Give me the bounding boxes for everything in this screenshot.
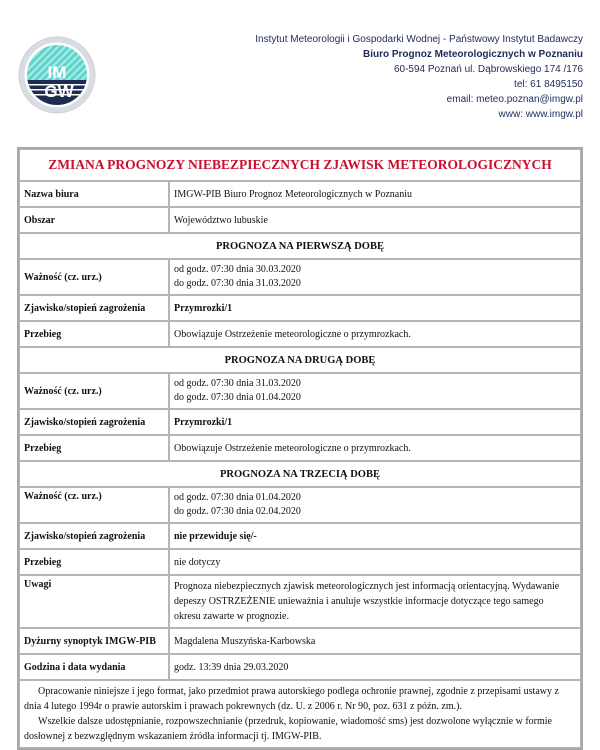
table-row [19,523,581,549]
validity-to: do godz. 07:30 dnia 02.04.2020 [174,506,301,517]
phone: tel: 61 8495150 [514,79,583,90]
phenomenon-value: Przymrozki/1 [169,295,581,321]
website[interactable]: www: www.imgw.pl [498,109,583,120]
table-row [19,409,581,435]
table-row [19,321,581,347]
course-label: Przebieg [19,549,169,575]
contact-block [255,32,583,122]
remarks-value: Prognoza niebezpiecznych zjawisk meteorologicznych jest informacją orientacyjną. Wydawanie depeszy OSTRZEŻENIE unieważnia i anuluje wszystkie informacje dotyczące tego samego okresu zawarte w prognozie. [169,575,581,628]
validity-label: Ważność (cz. urz.) [19,259,169,295]
validity-value [169,259,581,295]
document-title: ZMIANA PROGNOZY NIEBEZPIECZNYCH ZJAWISK METEOROLOGICZNYCH [19,149,581,181]
validity-to: do godz. 07:30 dnia 31.03.2020 [174,278,301,289]
validity-from: od godz. 07:30 dnia 01.04.2020 [174,492,301,503]
validity-label: Ważność (cz. urz.) [19,487,169,523]
table-row [19,549,581,575]
imgw-logo-icon [18,36,96,114]
phenomenon-label: Zjawisko/stopień zagrożenia [19,295,169,321]
svg-text:GW: GW [44,82,74,101]
institute-name: Instytut Meteorologii i Gospodarki Wodnej - Państwowy Instytut Badawczy [255,34,583,45]
letterhead [0,0,600,140]
validity-from: od godz. 07:30 dnia 31.03.2020 [174,378,301,389]
remarks-label: Uwagi [19,575,169,628]
forecaster-label: Dyżurny synoptyk IMGW-PIB [19,628,169,654]
day2-heading: PROGNOZA NA DRUGĄ DOBĘ [19,347,581,373]
course-label: Przebieg [19,321,169,347]
office-name: Biuro Prognoz Meteorologicznych w Poznaniu [362,49,583,60]
day1-heading: PROGNOZA NA PIERWSZĄ DOBĘ [19,233,581,259]
table-row [19,487,581,523]
validity-value [169,373,581,409]
validity-to: do godz. 07:30 dnia 01.04.2020 [174,392,301,403]
phenomenon-label: Zjawisko/stopień zagrożenia [19,523,169,549]
validity-from: od godz. 07:30 dnia 30.03.2020 [174,264,301,275]
forecast-table [17,147,583,750]
table-row [19,259,581,295]
table-row [19,435,581,461]
office-label: Nazwa biura [19,181,169,207]
address: 60-594 Poznań ul. Dąbrowskiego 174 /176 [393,64,583,75]
svg-text:IM: IM [47,63,67,82]
area-label: Obszar [19,207,169,233]
table-row [19,654,581,680]
table-row [19,575,581,628]
issued-label: Godzina i data wydania [19,654,169,680]
table-row [19,295,581,321]
course-value: nie dotyczy [169,549,581,575]
phenomenon-value: nie przewiduje się/- [169,523,581,549]
distribution-paragraph: Wszelkie dalsze udostępnianie, rozpowszechnianie (przedruk, kopiowanie, wiadomość sms) jest dozwolone wyłącznie w formie dosłownej z bezwzględnym wskazaniem źródła informacji tj. IMGW-PIB. [24,716,552,742]
course-label: Przebieg [19,435,169,461]
validity-value [169,487,581,523]
table-row [19,207,581,233]
phenomenon-label: Zjawisko/stopień zagrożenia [19,409,169,435]
table-row [19,628,581,654]
email[interactable]: email: meteo.poznan@imgw.pl [446,94,583,105]
office-value: IMGW-PIB Biuro Prognoz Meteorologicznych w Poznaniu [169,181,581,207]
phenomenon-value: Przymrozki/1 [169,409,581,435]
forecaster-value: Magdalena Muszyńska-Karbowska [169,628,581,654]
day3-heading: PROGNOZA NA TRZECIĄ DOBĘ [19,461,581,487]
course-value: Obowiązuje Ostrzeżenie meteorologiczne o przymrozkach. [169,321,581,347]
issued-value: godz. 13:39 dnia 29.03.2020 [169,654,581,680]
copyright-paragraph: Opracowanie niniejsze i jego format, jako przedmiot prawa autorskiego podlega ochronie prawnej, zgodnie z przepisami ustawy z dnia 4 lutego 1994r o prawie autorskim i prawach pokrewnych (dz. U. z 2006 r. Nr 90, poz. 631 z późn. zm.). [24,686,559,712]
copyright-footer [19,680,581,748]
table-row [19,373,581,409]
table-row [19,181,581,207]
course-value: Obowiązuje Ostrzeżenie meteorologiczne o przymrozkach. [169,435,581,461]
area-value: Województwo lubuskie [169,207,581,233]
validity-label: Ważność (cz. urz.) [19,373,169,409]
